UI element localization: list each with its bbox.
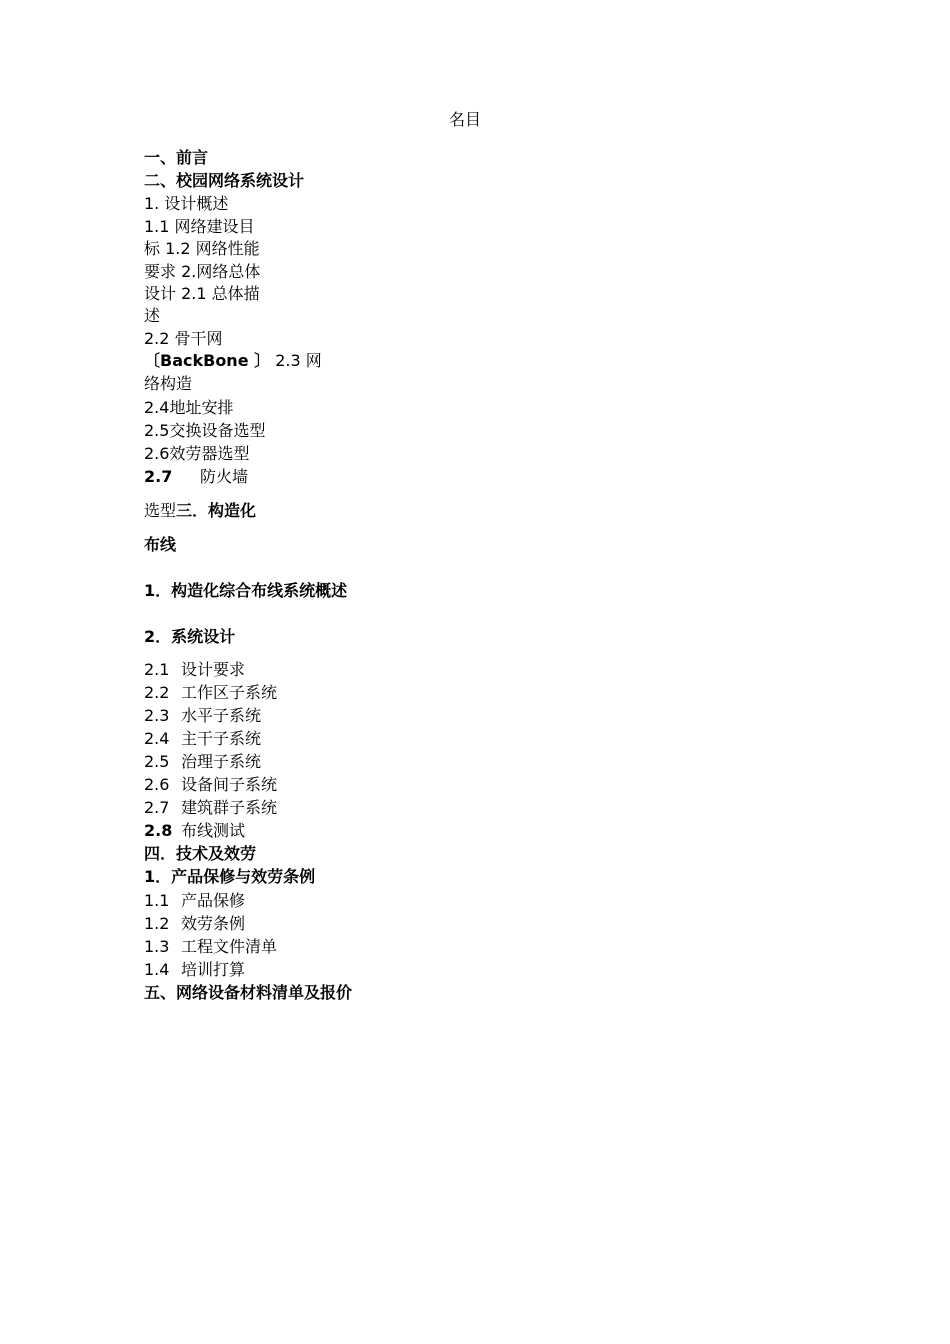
toc-item: 设计 2.1 总体描 — [144, 284, 260, 303]
toc-item-number: 2.5 — [144, 752, 170, 771]
toc-section-cabling-cont: 布线 — [144, 535, 177, 554]
toc-item-number: 1.3 — [144, 937, 170, 956]
toc-section-service: 四．技术及效劳 — [144, 844, 257, 863]
toc-item-number: 1.4 — [144, 960, 170, 979]
toc-item-text: 工作区子系统 — [181, 683, 278, 702]
toc-item — [144, 798, 277, 818]
toc-item — [144, 937, 277, 957]
toc-item — [144, 914, 245, 934]
toc-item: 络构造 — [144, 374, 193, 393]
toc-item-text: 效劳条例 — [181, 914, 246, 933]
toc-section-equipment-list: 五、网络设备材料清单及报价 — [144, 983, 353, 1002]
toc-item-number: 2.7 — [144, 467, 173, 486]
toc-item: 标 1.2 网络性能 — [144, 239, 260, 258]
toc-item-text: 治理子系统 — [181, 752, 262, 771]
toc-item — [144, 683, 277, 703]
toc-item: 1. 设计概述 — [144, 194, 229, 213]
toc-item-text: 设计要求 — [181, 660, 246, 679]
toc-item-text: 设备间子系统 — [181, 775, 278, 794]
toc-item — [144, 775, 277, 795]
toc-item-number: 2.6 — [144, 775, 170, 794]
toc-item-number: 2.4 — [144, 729, 170, 748]
toc-item: 述 — [144, 306, 161, 325]
toc-item-text: 培训打算 — [181, 960, 246, 979]
toc-item — [144, 891, 245, 911]
toc-item-text: 布线测试 — [181, 821, 246, 840]
toc-item-text: 水平子系统 — [181, 706, 262, 725]
page-title: 名目 — [448, 110, 481, 129]
toc-item: 要求 2.网络总体 — [144, 262, 261, 281]
toc-item-number: 2.2 — [144, 683, 170, 702]
toc-item — [144, 960, 245, 980]
toc-item: 2.4地址安排 — [144, 398, 234, 417]
toc-subsection: 2．系统设计 — [144, 627, 236, 646]
toc-item — [144, 351, 322, 371]
toc-item: 2.2 骨干网 — [144, 329, 223, 348]
toc-item-text: 工程文件清单 — [181, 937, 278, 956]
toc-item-text: 选型 — [144, 501, 177, 520]
toc-item-text: 防火墙 — [200, 467, 249, 486]
toc-subsection: 1．构造化综合布线系统概述 — [144, 581, 348, 600]
toc-item-number: 2.1 — [144, 660, 170, 679]
toc-section-preface: 一、前言 — [144, 148, 209, 167]
toc-item-text: 建筑群子系统 — [181, 798, 278, 817]
toc-item-number: 2.7 — [144, 798, 170, 817]
toc-item: 2.5交换设备选型 — [144, 421, 266, 440]
toc-item — [144, 467, 248, 487]
toc-item — [144, 752, 261, 772]
toc-item: 2.6效劳器选型 — [144, 444, 250, 463]
toc-item-text: 产品保修 — [181, 891, 246, 910]
toc-item-text: 主干子系统 — [181, 729, 262, 748]
toc-subsection: 1．产品保修与效劳条例 — [144, 867, 316, 886]
toc-item-backbone: 〔BackBone 〕 — [144, 351, 271, 370]
toc-section-cabling: 三．构造化 — [176, 501, 257, 520]
toc-item-text: 2.3 网 — [270, 351, 322, 370]
toc-item: 1.1 网络建设目 — [144, 217, 255, 236]
toc-item-number: 2.8 — [144, 821, 173, 840]
toc-item-number: 1.2 — [144, 914, 170, 933]
toc-item — [144, 501, 256, 521]
toc-item-number: 2.3 — [144, 706, 170, 725]
toc-item — [144, 729, 261, 749]
toc-item — [144, 660, 245, 680]
toc-item-number: 1.1 — [144, 891, 170, 910]
toc-item — [144, 706, 261, 726]
toc-section-campus-network: 二、校园网络系统设计 — [144, 171, 305, 190]
toc-item — [144, 821, 245, 841]
